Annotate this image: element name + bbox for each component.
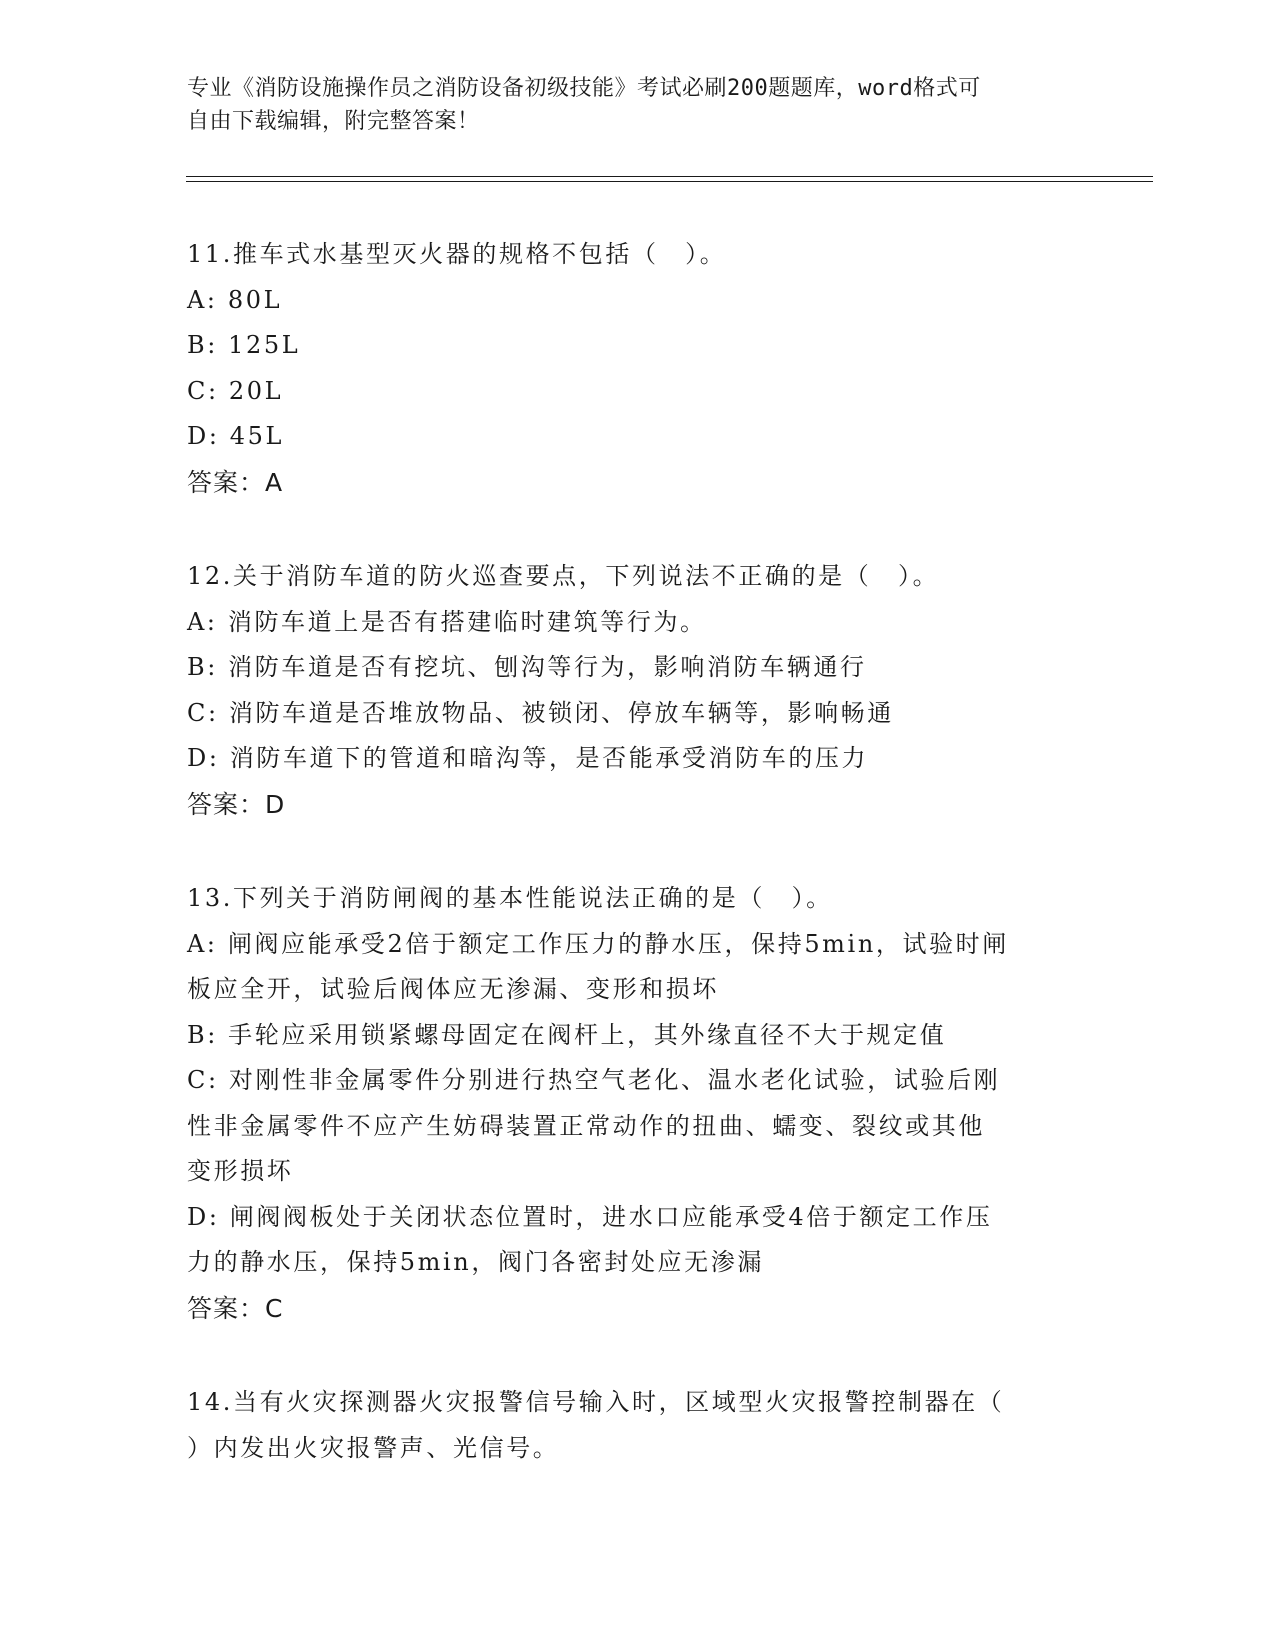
header-line-2: 自由下载编辑，附完整答案！ — [187, 109, 480, 134]
question-14 — [187, 1380, 1087, 1471]
question-stem: 13.下列关于消防闸阀的基本性能说法正确的是（ ）。 — [187, 884, 833, 912]
option-d-continued: 力的静水压，保持5min，阀门各密封处应无渗漏 — [187, 1248, 764, 1276]
option-d: D: 闸阀阀板处于关闭状态位置时，进水口应能承受4倍于额定工作压 — [187, 1202, 993, 1231]
option-c: C: 20L — [187, 376, 284, 405]
answer-line: 答案：D — [187, 789, 286, 819]
question-stem: 14.当有火灾探测器火灾报警信号输入时，区域型火灾报警控制器在（ — [187, 1388, 1005, 1416]
option-c-continued: 性非金属零件不应产生妨碍装置正常动作的扭曲、蠕变、裂纹或其他 — [187, 1111, 985, 1140]
answer-line: 答案：A — [187, 467, 284, 497]
question-list — [187, 232, 1087, 1520]
option-a-continued: 板应全开，试验后阀体应无渗漏、变形和损坏 — [187, 975, 719, 1003]
question-13 — [187, 876, 1087, 1331]
option-c: C: 消防车道是否堆放物品、被锁闭、停放车辆等，影响畅通 — [187, 698, 894, 727]
question-12 — [187, 554, 1087, 827]
option-c: C: 对刚性非金属零件分别进行热空气老化、温水老化试验，试验后刚 — [187, 1066, 1001, 1094]
header-divider-bottom — [186, 181, 1153, 182]
option-c-continued: 变形损坏 — [187, 1157, 294, 1185]
header-divider-top — [186, 176, 1153, 177]
option-b: B: 手轮应采用锁紧螺母固定在阀杆上，其外缘直径不大于规定值 — [187, 1020, 947, 1049]
question-stem: 12.关于消防车道的防火巡查要点，下列说法不正确的是（ ）。 — [187, 562, 940, 590]
header-line-1: 专业《消防设施操作员之消防设备初级技能》考试必刷200题题库，word格式可 — [187, 76, 981, 101]
option-d: D: 45L — [187, 422, 285, 450]
option-a: A: 消防车道上是否有搭建临时建筑等行为。 — [187, 607, 707, 636]
document-header — [187, 72, 1067, 138]
question-11 — [187, 232, 1087, 505]
answer-line: 答案：C — [187, 1293, 284, 1323]
option-b: B: 消防车道是否有挖坑、刨沟等行为，影响消防车辆通行 — [187, 653, 867, 681]
question-stem-continued: ）内发出火灾报警声、光信号。 — [187, 1433, 560, 1462]
option-b: B: 125L — [187, 331, 301, 359]
option-d: D: 消防车道下的管道和暗沟等，是否能承受消防车的压力 — [187, 744, 869, 772]
question-stem: 11.推车式水基型灭火器的规格不包括（ ）。 — [187, 240, 727, 268]
option-a: A: 闸阀应能承受2倍于额定工作压力的静水压，保持5min，试验时闸 — [187, 929, 1009, 958]
option-a: A: 80L — [187, 285, 283, 314]
